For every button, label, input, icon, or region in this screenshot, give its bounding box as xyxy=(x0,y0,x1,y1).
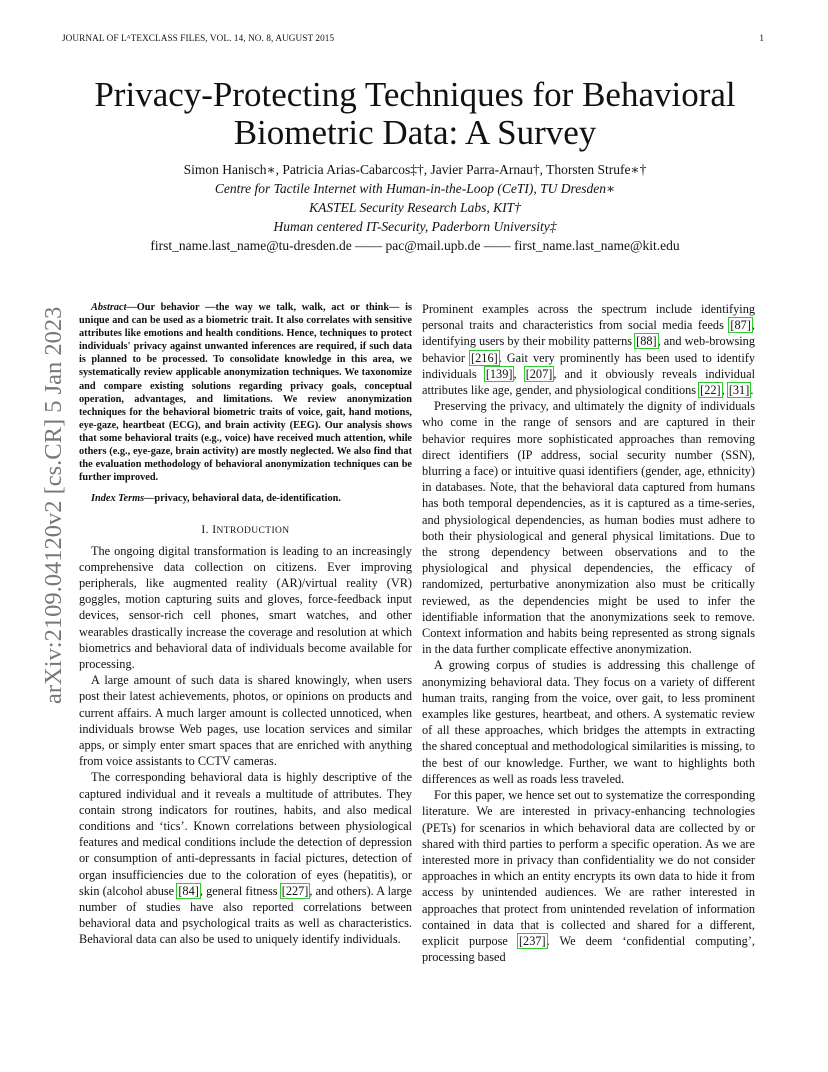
paragraph-text: For this paper, we hence set out to systematize the corresponding literature. We are interested in privacy-enhancing technologies (PETs) for scenarios in which behavioral data are collected by or shared with third parties to perform a specific operation. As we are interested more in privacy than confidentiality we do not consider approaches in which an entity encrypts its own data to hide it from access by unintended audiences. We are rather interested in approaches that protect from unintended revelation of information contained in data that is collected and shared for a different, explicit purpose xyxy=(422,788,755,948)
citation-link-87[interactable]: [87] xyxy=(730,318,751,333)
paragraph-text: . We deem ‘confidential computing’, processing based xyxy=(422,933,756,965)
paragraph-text: , xyxy=(721,383,728,398)
affiliation-ceti: Centre for Tactile Internet with Human-in-the-Loop (CeTI), TU Dresden∗ xyxy=(214,181,616,196)
affiliation-kit: KASTEL Security Research Labs, KIT† xyxy=(309,200,521,215)
page-number: 1 xyxy=(759,33,764,43)
title-line-2: Biometric Data: A Survey xyxy=(233,113,597,152)
intro-paragraph-2: A large amount of such data is shared knowingly, when users post their latest achievements, photos, or opinions on products and current affairs. A much larger amount is collected unnoticed, when individuals browse Web pages, use location services and similar apps, or simply enter smart spaces that are enriched with anything from voice assistants to CCTV cameras. xyxy=(79,673,412,769)
left-column xyxy=(79,301,412,948)
index-terms-label: Index Terms xyxy=(91,493,145,505)
citation-link-216[interactable]: [216] xyxy=(471,350,498,365)
citation-link-22[interactable]: [22] xyxy=(700,383,721,398)
intro-paragraph-5: A growing corpus of studies is addressing this challenge of anonymizing behavioral data. They focus on a variety of different human traits, ranging from the voice, over gait, to less prominent examples like gestures, heartbeat, and others. A systematic review of all these approaches, which bridges the attempts in extracting the shared conceptual and methodological similarities is missing, to the best of our knowledge. Further, we want to highlights both differences as well as roads less traveled. xyxy=(422,658,755,786)
citation-link-207[interactable]: [207] xyxy=(525,366,553,381)
paper-title xyxy=(60,76,770,152)
affiliation-paderborn: Human centered IT-Security, Paderborn University‡ xyxy=(273,219,557,234)
paragraph-text: The corresponding behavioral data is highly descriptive of the captured individual and it reveals a multitude of attributes. They contain strong indicators for routines, habits, and also medical conditions and ‘tics’. Known correlations between physiological features and medical conditions include the detection of depression or consumption of anti-depressants in facial pictures, detection of organ insufficiencies due to the coloration of eyes (hepatitis), or skin (alcohol abuse xyxy=(79,770,412,898)
author-emails: first_name.last_name@tu-dresden.de —— pac@mail.upb.de —— first_name.last_name@kit.edu xyxy=(150,238,680,253)
paragraph-text: Prominent examples across the spectrum include identifying personal traits and characteristics from social media feeds xyxy=(422,302,755,333)
section-numeral: I. xyxy=(201,523,213,537)
title-line-1: Privacy-Protecting Techniques for Behavioral xyxy=(94,75,736,114)
right-column xyxy=(422,301,755,965)
paragraph-text: , and web-browsing behavior xyxy=(422,334,755,365)
paragraph-text: . xyxy=(750,383,754,398)
section-title-rest: NTRODUCTION xyxy=(216,526,290,537)
abstract-text: —Our behavior —the way we talk, walk, act or think— is unique and can be used as a biometric trait. It also correlates with sensitive attributes like emotions and health conditions. Hence, techniques to protect individuals' privacy against unwanted inferences are required, if such data is planned to be processed. To consolidate knowledge in this area, we systematically review applicable anonymization techniques. We taxonomize and compare existing solutions regarding privacy goals, conceptual operation, advantages, and limitations. We review anonymization techniques for the behavioral biometric traits of voice, gait, hand motions, eye-gaze, heartbeat (ECG), and brain activity (EEG). Our analysis shows that some behavioral traits (e.g., voice) have received much attention, while others (e.g., eye-gaze, brain activity) are mostly neglected. We also find that the evaluation methodology of behavioral anonymization techniques can be further improved. xyxy=(79,302,412,484)
abstract xyxy=(79,301,412,484)
citation-link-227[interactable]: [227] xyxy=(281,883,309,898)
index-terms-text: —privacy, behavioral data, de-identification. xyxy=(144,493,341,505)
intro-paragraph-1: The ongoing digital transformation is leading to an increasingly comprehensive data collection on citizens. Ever improving peripherals, like augmented reality (AR)/virtual reality (VR) goggles, motion capturing suits and gloves, force-feedback input devices, sensor-rich cell phones, smart watches, and other wearables drastically increase the coverage and resolution at which biometrics and behavioral data of individuals become available for processing. xyxy=(79,543,412,671)
citation-link-88[interactable]: [88] xyxy=(636,334,657,349)
section-heading-introduction xyxy=(79,522,412,539)
citation-link-139[interactable]: [139] xyxy=(485,366,513,381)
citation-link-31[interactable]: [31] xyxy=(728,383,750,398)
citation-link-84[interactable]: [84] xyxy=(178,883,199,898)
intro-paragraph-4: Preserving the privacy, and ultimately the dignity of individuals who come in the range of sensors and are captured in their behavior requires more sophisticated approaches than removing direct identifiers (IP address, social security number (SSN), blurring a face) or intuitive quasi identifiers (gender, age, ethnicity) in databases. Note, that the behavioral data captured from humans has both temporal dependencies, as it is captured as a time-series, and physiological dependencies, as human bodies must adhere to both their physiological and general physical limitations. Due to the strong dependency between observations and to the physiological and physical dependencies, the efficacy of randomized, perturbative anonymization also must be critically reviewed, as the dependencies might be used to infer the identifiable information that the anonymizations seek to remove. Context information and habits being represented as strong signals in the data further complicate effective anonymization. xyxy=(422,399,755,657)
abstract-label: Abstract xyxy=(91,302,127,313)
paragraph-text: , and it obviously reveals individual attributes like age, gender, and physiological conditions xyxy=(422,366,755,398)
paragraph-text: , and others). A large number of studies have also reported correlations between behavioral data and psychological traits as well as characteristics. Behavioral data can also be used to uniquely identify individuals. xyxy=(79,883,412,947)
paragraph-text: . Gait very prominently has been used to identify individuals xyxy=(422,350,755,381)
paragraph-text: , identifying users by their mobility patterns xyxy=(422,318,755,349)
running-header: JOURNAL OF LᴬTEXCLASS FILES, VOL. 14, NO. 8, AUGUST 2015 xyxy=(62,33,335,43)
paragraph-text: , general fitness xyxy=(199,883,281,898)
intro-paragraph-3 xyxy=(79,769,412,947)
author-names: Simon Hanisch∗, Patricia Arias-Cabarcos‡†, Javier Parra-Arnau†, Thorsten Strufe∗† xyxy=(183,162,647,177)
section-initial: I xyxy=(212,523,217,537)
index-terms xyxy=(79,492,412,505)
intro-paragraph-3-continued xyxy=(422,301,755,398)
citation-link-237[interactable]: [237] xyxy=(518,933,546,948)
arxiv-stamp-text: arXiv:2109.04120v2 [cs.CR] 5 Jan 2023 xyxy=(40,306,67,704)
intro-paragraph-6 xyxy=(422,787,755,965)
paragraph-text: , xyxy=(513,366,525,381)
author-block xyxy=(60,160,770,255)
